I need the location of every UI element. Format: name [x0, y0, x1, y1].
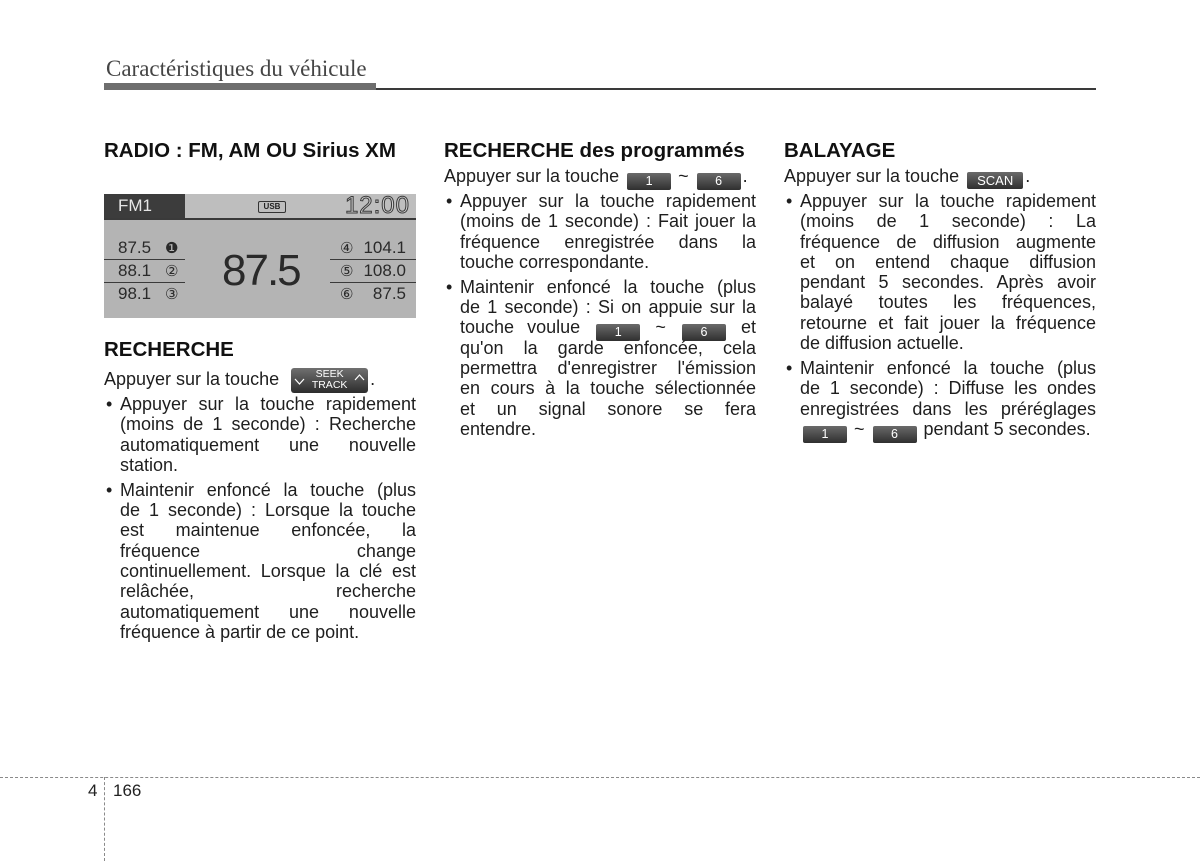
text-line: pendant 5 secondes. Après avoir — [800, 272, 1096, 293]
programmes-intro — [444, 166, 756, 190]
bullet-item — [104, 480, 416, 642]
key-scan: SCAN — [967, 172, 1023, 189]
text-line: qu'on la garde enfoncée, cela — [460, 337, 756, 358]
text-run: ~ — [673, 166, 694, 186]
bullet-item — [104, 394, 416, 475]
text-run: Appuyer sur la touche — [444, 166, 625, 186]
text-run: ~ — [849, 418, 870, 439]
text-run: touche voulue — [460, 317, 594, 338]
footer-divider — [104, 777, 105, 861]
preset-divider — [104, 259, 185, 260]
programmes-heading: RECHERCHE des programmés — [444, 139, 745, 162]
preset-number-icon: ❶ — [165, 239, 179, 257]
preset-frequency: 104.1 — [363, 238, 406, 257]
text-run: pendant 5 secondes. — [918, 418, 1091, 439]
page-number: 166 — [113, 781, 142, 800]
bullet-item — [444, 191, 756, 272]
chapter-number: 4 — [88, 781, 98, 800]
text-line: touche correspondante. — [460, 251, 650, 272]
radio-heading: RADIO : FM, AM OU Sirius XM — [104, 139, 396, 162]
text-line: de 1 seconde) : Diffuse les ondes — [800, 378, 1096, 399]
display-band: FM1 — [104, 194, 185, 218]
text-line: entendre. — [460, 418, 537, 439]
text-line: • Appuyer sur la touche rapidement — [800, 191, 1096, 211]
text-line: • Maintenir enfoncé la touche (plus — [460, 276, 756, 297]
preset-divider — [330, 282, 416, 283]
key-1: 1 — [596, 324, 640, 341]
preset-divider — [330, 259, 416, 260]
text-line: de 1 seconde) : Si on appuie sur la — [460, 297, 756, 318]
preset-1 — [118, 238, 182, 258]
bullet-item — [784, 191, 1096, 353]
text-line: • Maintenir enfoncé la touche (plus — [120, 479, 416, 500]
usb-icon: USB — [258, 201, 286, 213]
display-status-bar — [104, 194, 416, 220]
radio-display — [104, 194, 416, 318]
preset-number-icon: ③ — [165, 285, 179, 303]
text-line: et un signal sonore se fera — [460, 398, 756, 419]
preset-number-icon: ⑥ — [340, 285, 354, 303]
text-line: • Maintenir enfoncé la touche (plus — [800, 358, 1096, 379]
text-run: ~ — [642, 317, 679, 338]
balayage-intro — [784, 166, 1096, 189]
section-title: Caractéristiques du véhicule — [106, 56, 367, 81]
bullet-item — [784, 358, 1096, 439]
display-clock: 12:00 — [344, 194, 410, 219]
seek-label: SEEK — [315, 368, 344, 380]
text-line: en cours à la touche sélectionnée — [460, 378, 756, 399]
preset-divider — [104, 282, 185, 283]
text-line: de 1 seconde) : Lorsque la touche — [120, 500, 416, 521]
display-frequency: 87.5 — [222, 246, 300, 295]
preset-6 — [340, 284, 406, 304]
text-line: fréquence à partir de ce point. — [120, 621, 360, 642]
preset-4 — [340, 238, 406, 258]
text-line: automatiquement une nouvelle — [120, 434, 416, 455]
chevron-up-icon — [354, 374, 365, 381]
text-line: enregistrées dans les préréglages — [800, 398, 1096, 419]
preset-frequency: 87.5 — [118, 238, 152, 257]
balayage-bullets — [784, 191, 1096, 439]
text-line: continuellement. Lorsque la clé est — [120, 561, 416, 582]
recherche-bullets — [104, 394, 416, 642]
key-1: 1 — [803, 426, 847, 443]
text-line: permettra d'enregistrer l'émission — [460, 358, 756, 379]
text-line: et on entend chaque diffusion — [800, 251, 1096, 272]
bullet-item — [444, 277, 756, 439]
key-6: 6 — [697, 173, 741, 190]
text-line: (moins de 1 seconde) : Fait jouer la — [460, 211, 756, 232]
header-rule-accent — [104, 83, 376, 90]
track-label: TRACK — [311, 379, 348, 391]
text-line: fréquence de diffusion augmente — [800, 231, 1096, 252]
text-line: automatiquement une nouvelle — [120, 601, 416, 622]
text-run: . — [742, 166, 748, 186]
key-1: 1 — [627, 173, 671, 190]
preset-frequency: 87.5 — [372, 284, 406, 303]
text-run: . — [370, 369, 376, 389]
text-line — [800, 419, 1096, 439]
recherche-heading: RECHERCHE — [104, 338, 234, 361]
text-run: . — [1025, 166, 1031, 186]
programmes-bullets — [444, 191, 756, 439]
text-line: • Appuyer sur la touche rapidement — [120, 394, 416, 414]
text-run: Appuyer sur la touche — [784, 166, 965, 186]
text-line: de diffusion actuelle. — [800, 333, 964, 354]
text-run: et — [727, 317, 757, 338]
text-line: fréquence change — [120, 540, 416, 561]
balayage-heading: BALAYAGE — [784, 139, 896, 162]
key-6: 6 — [873, 426, 917, 443]
text-line: balayé toutes les fréquences, — [800, 292, 1096, 313]
seek-track-key — [291, 368, 368, 393]
preset-number-icon: ④ — [340, 239, 354, 257]
text-line: (moins de 1 seconde) : Recherche — [120, 414, 416, 435]
text-line: retourne et fait jouer la fréquence — [800, 312, 1096, 333]
preset-2 — [118, 261, 182, 281]
preset-frequency: 88.1 — [118, 261, 152, 280]
text-line — [460, 317, 757, 340]
text-line: • Appuyer sur la touche rapidement — [460, 191, 756, 211]
preset-frequency: 108.0 — [363, 261, 406, 280]
footer-rule — [0, 777, 1200, 778]
text-line: est maintenue enfoncée, la — [120, 520, 416, 541]
text-line: fréquence enregistrée dans la — [460, 231, 756, 252]
preset-frequency: 98.1 — [118, 284, 152, 303]
key-6: 6 — [682, 324, 726, 341]
text-line: station. — [120, 454, 179, 475]
text-line: relâchée, recherche — [120, 581, 416, 602]
preset-5 — [340, 261, 406, 281]
preset-3 — [118, 284, 182, 304]
preset-number-icon: ② — [165, 262, 179, 280]
text-line: (moins de 1 seconde) : La — [800, 211, 1096, 232]
recherche-intro — [104, 369, 416, 390]
preset-number-icon: ⑤ — [340, 262, 354, 280]
text-run: Appuyer sur la touche — [104, 369, 285, 389]
